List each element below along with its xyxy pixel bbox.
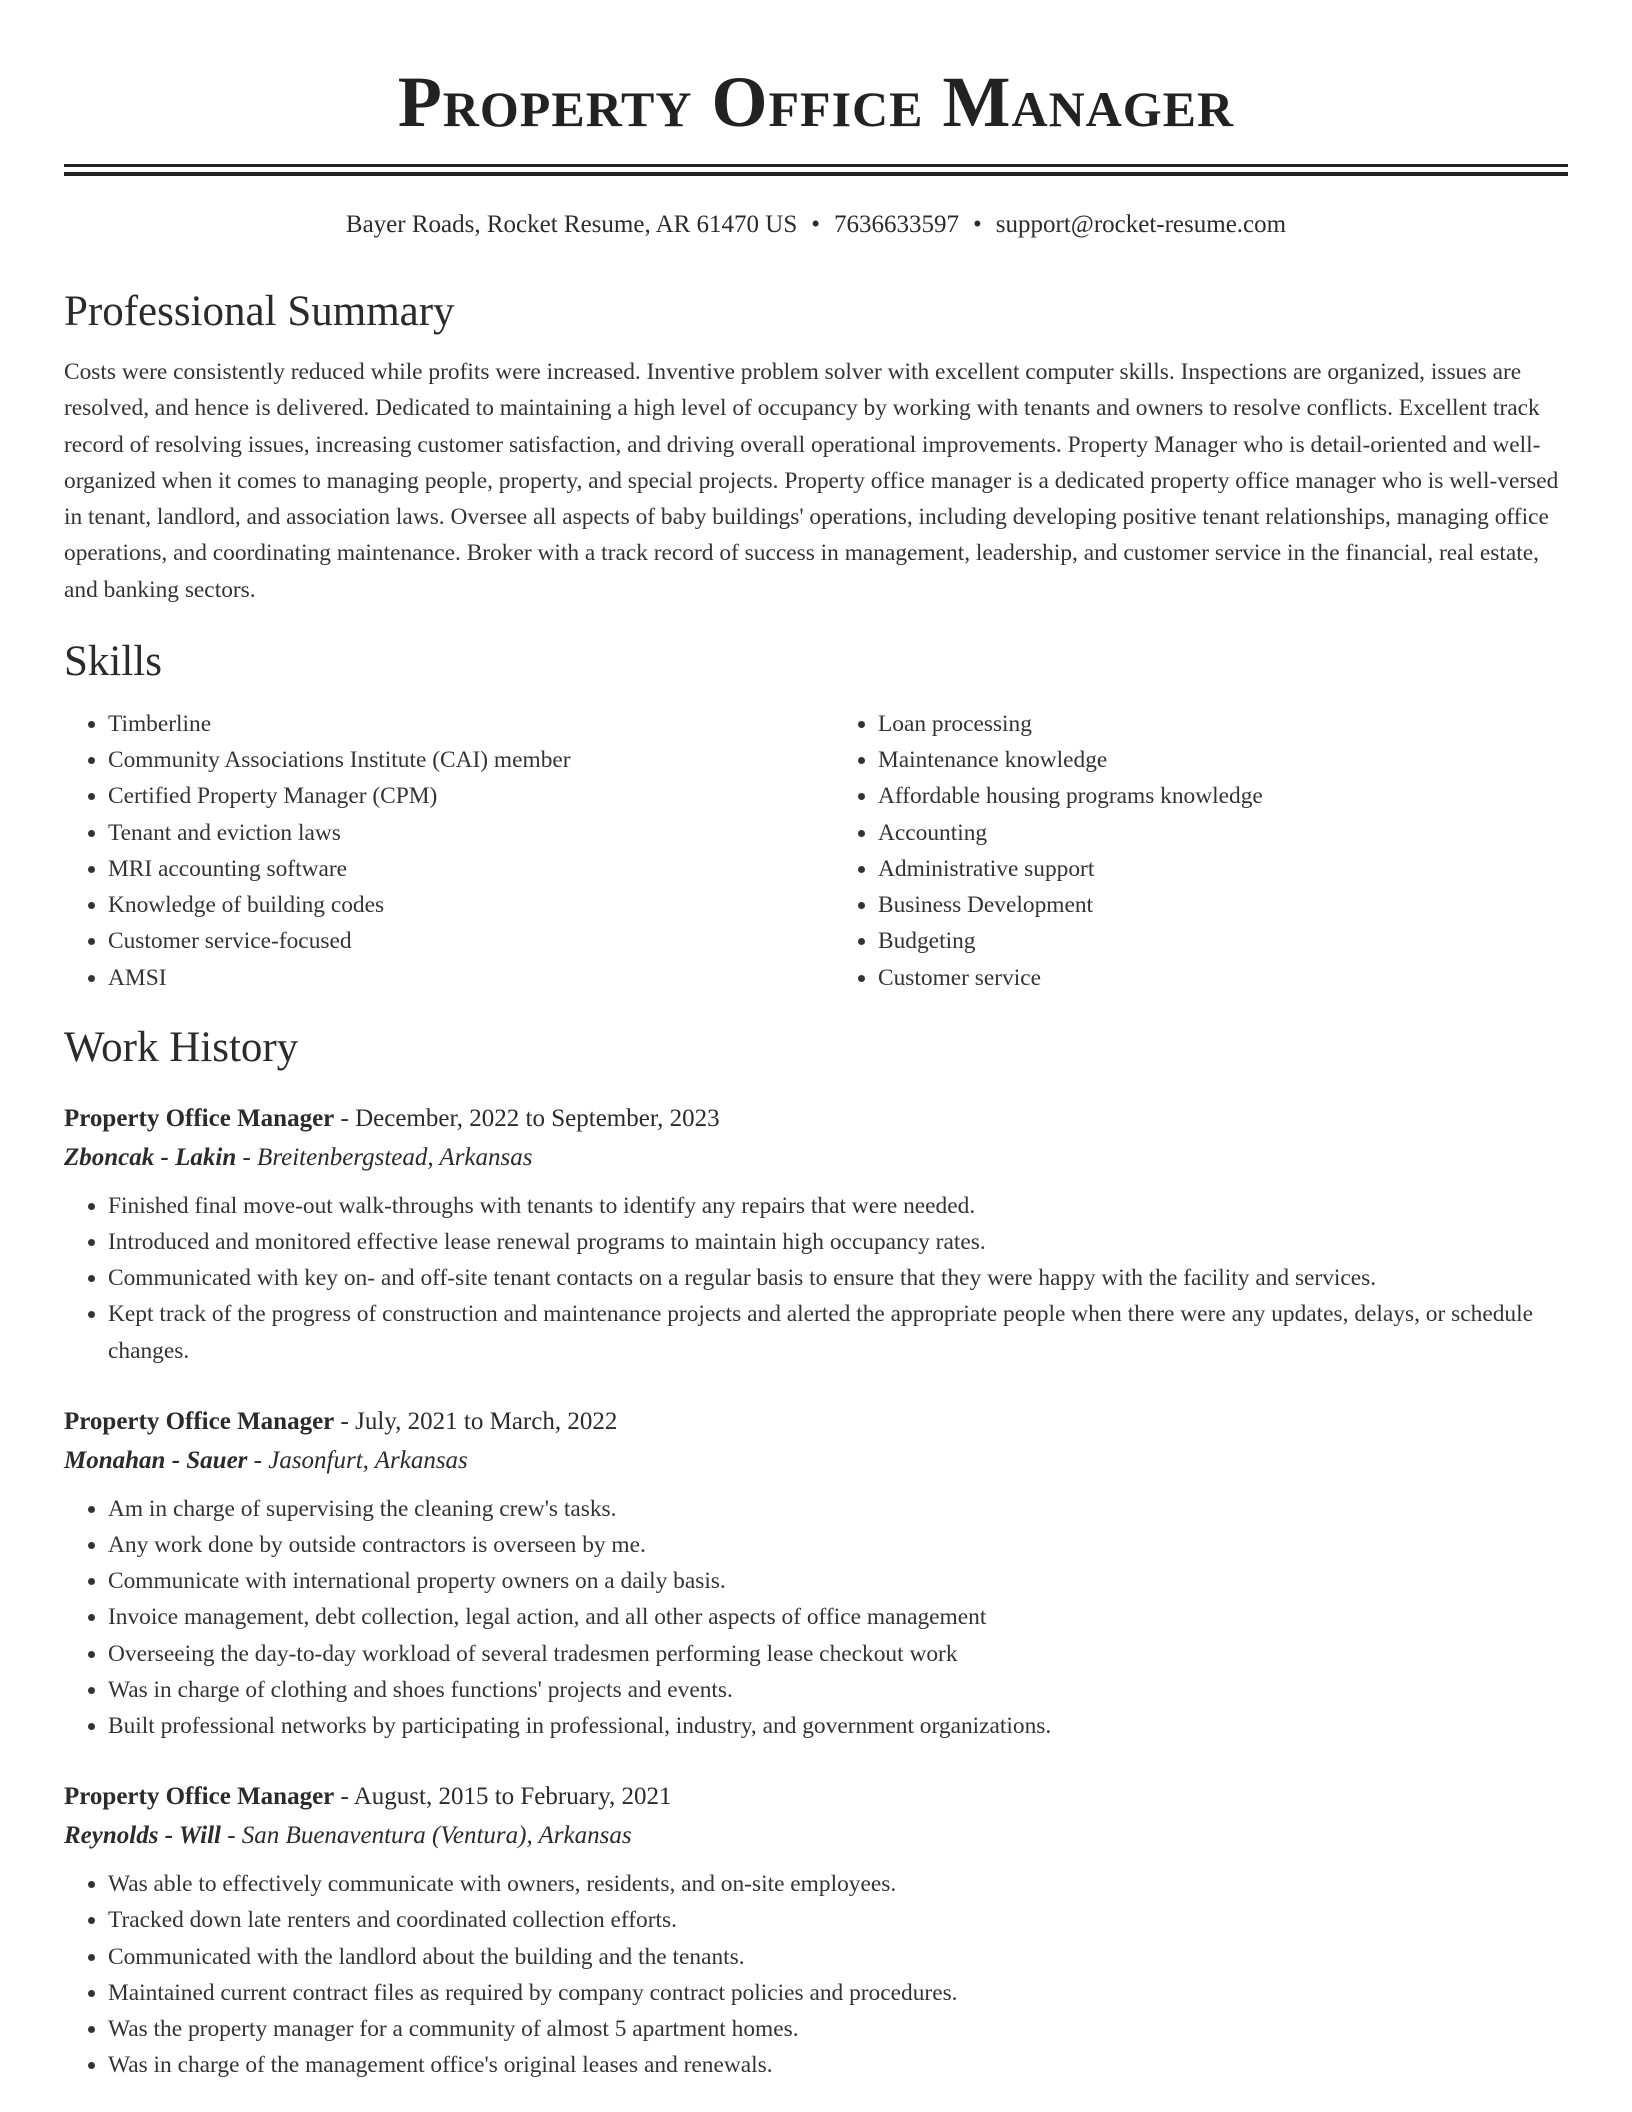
skills-heading: Skills (64, 638, 162, 686)
contact-separator: • (973, 211, 982, 238)
job-bullet: • Communicate with international property owners on a daily basis. (108, 1563, 1568, 1599)
skill-item: • Administrative support (878, 851, 1568, 887)
job-dates: - July, 2021 to March, 2022 (334, 1407, 618, 1435)
summary-heading: Professional Summary (64, 288, 455, 335)
contact-line (64, 208, 1568, 242)
job-bullet: • Invoice management, debt collection, legal action, and all other aspects of office management (108, 1599, 1568, 1635)
skill-item: • Customer service-focused (108, 923, 798, 959)
job-bullet: • Tracked down late renters and coordinated collection efforts. (108, 1902, 1568, 1938)
contact-email: support@rocket-resume.com (995, 211, 1287, 238)
job-title-line (64, 1100, 1568, 1138)
skills-column-left (64, 706, 798, 996)
job-company-line (64, 1441, 1568, 1481)
job-title-line (64, 1403, 1568, 1441)
job-dates: - December, 2022 to September, 2023 (334, 1104, 720, 1132)
skills-column-right (798, 706, 1568, 996)
job-bullet: • Communicated with key on- and off-site tenant contacts on a regular basis to ensure that they were happy with the facility and services. (108, 1260, 1568, 1296)
skill-item: • Budgeting (878, 923, 1568, 959)
summary-text: Costs were consistently reduced while profits were increased. Inventive problem solver with excellent computer skills. Inspections are organized, issues are resolved, and hence is delivered. Dedicated to maintaining a high level of occupancy by working with tenants and owners to resolve conflicts. Excellent track record of resolving issues, increasing customer satisfaction, and driving overall operational improvements. Property Manager who is detail-oriented and well-organized when it comes to managing people, property, and special projects. Property office manager is a dedicated property office manager who is well-versed in tenant, landlord, and association laws. Oversee all aspects of baby buildings' operations, including developing positive tenant relationships, managing office operations, and coordinating maintenance. Broker with a track record of success in management, leadership, and customer service in the financial, real estate, and banking sectors. (64, 359, 1559, 603)
work-history-heading: Work History (64, 1023, 299, 1071)
job-bullet: • Was in charge of clothing and shoes functions' projects and events. (108, 1672, 1568, 1708)
job-bullet: • Was the property manager for a community of almost 5 apartment homes. (108, 2011, 1568, 2047)
job-bullet: • Was in charge of the management office's original leases and renewals. (108, 2047, 1568, 2083)
skill-item: • Loan processing (878, 706, 1568, 742)
job-bullet: • Overseeing the day-to-day workload of several tradesmen performing lease checkout work (108, 1636, 1568, 1672)
job-location: - Breitenbergstead, Arkansas (236, 1143, 533, 1171)
job-dates: - August, 2015 to February, 2021 (334, 1783, 672, 1811)
job-bullet: • Communicated with the landlord about the building and the tenants. (108, 1939, 1568, 1975)
job-bullet: • Maintained current contract files as required by company contract policies and procedures. (108, 1975, 1568, 2011)
job-bullet: • Was able to effectively communicate with owners, residents, and on-site employees. (108, 1866, 1568, 1902)
job-role: Property Office Manager (64, 1407, 335, 1435)
job-entry (64, 1403, 1568, 1744)
skills-list (64, 706, 1568, 996)
skill-item: • Tenant and eviction laws (108, 815, 798, 851)
job-bullet: • Introduced and monitored effective lease renewal programs to maintain high occupancy rates. (108, 1224, 1568, 1260)
skill-item: • Accounting (878, 815, 1568, 851)
skill-item: • Timberline (108, 706, 798, 742)
skill-item: • AMSI (108, 960, 798, 996)
job-bullet: • Am in charge of supervising the cleaning crew's tasks. (108, 1491, 1568, 1527)
job-entry (64, 1100, 1568, 1369)
job-bullets (64, 1491, 1568, 1744)
skill-item: • Maintenance knowledge (878, 742, 1568, 778)
job-title-line (64, 1778, 1568, 1816)
job-role: Property Office Manager (64, 1104, 335, 1132)
skill-item: • Business Development (878, 887, 1568, 923)
job-location: - San Buenaventura (Ventura), Arkansas (220, 1822, 632, 1850)
skill-item: • Knowledge of building codes (108, 887, 798, 923)
skill-item: • Community Associations Institute (CAI) member (108, 742, 798, 778)
job-company: Monahan - Sauer (64, 1446, 248, 1474)
skill-item: • Certified Property Manager (CPM) (108, 778, 798, 814)
job-bullet: • Any work done by outside contractors is overseen by me. (108, 1527, 1568, 1563)
skill-item: • Customer service (878, 960, 1568, 996)
skill-item: • Affordable housing programs knowledge (878, 778, 1568, 814)
job-company: Reynolds - Will (64, 1822, 221, 1850)
job-company-line (64, 1816, 1568, 1856)
job-bullets (64, 1188, 1568, 1369)
job-entry (64, 1778, 1568, 2083)
job-bullet: • Built professional networks by participating in professional, industry, and government organizations. (108, 1708, 1568, 1744)
skill-item: • MRI accounting software (108, 851, 798, 887)
contact-address: Bayer Roads, Rocket Resume, AR 61470 US (345, 211, 798, 238)
contact-separator: • (811, 211, 821, 238)
job-bullet: • Kept track of the progress of construction and maintenance projects and alerted the appropriate people when there were any updates, delays, or schedule changes. (108, 1296, 1568, 1368)
title-divider (64, 164, 1568, 176)
job-bullet: • Finished final move-out walk-throughs with tenants to identify any repairs that were needed. (108, 1188, 1568, 1224)
job-bullets (64, 1866, 1568, 2083)
resume-page (64, 0, 1568, 2083)
job-company: Zboncak - Lakin (64, 1143, 237, 1171)
resume-title: Property Office Manager (397, 62, 1235, 142)
job-role: Property Office Manager (64, 1783, 335, 1811)
job-location: - Jasonfurt, Arkansas (247, 1446, 468, 1474)
contact-phone: 7636633597 (834, 211, 960, 238)
job-company-line (64, 1138, 1568, 1178)
